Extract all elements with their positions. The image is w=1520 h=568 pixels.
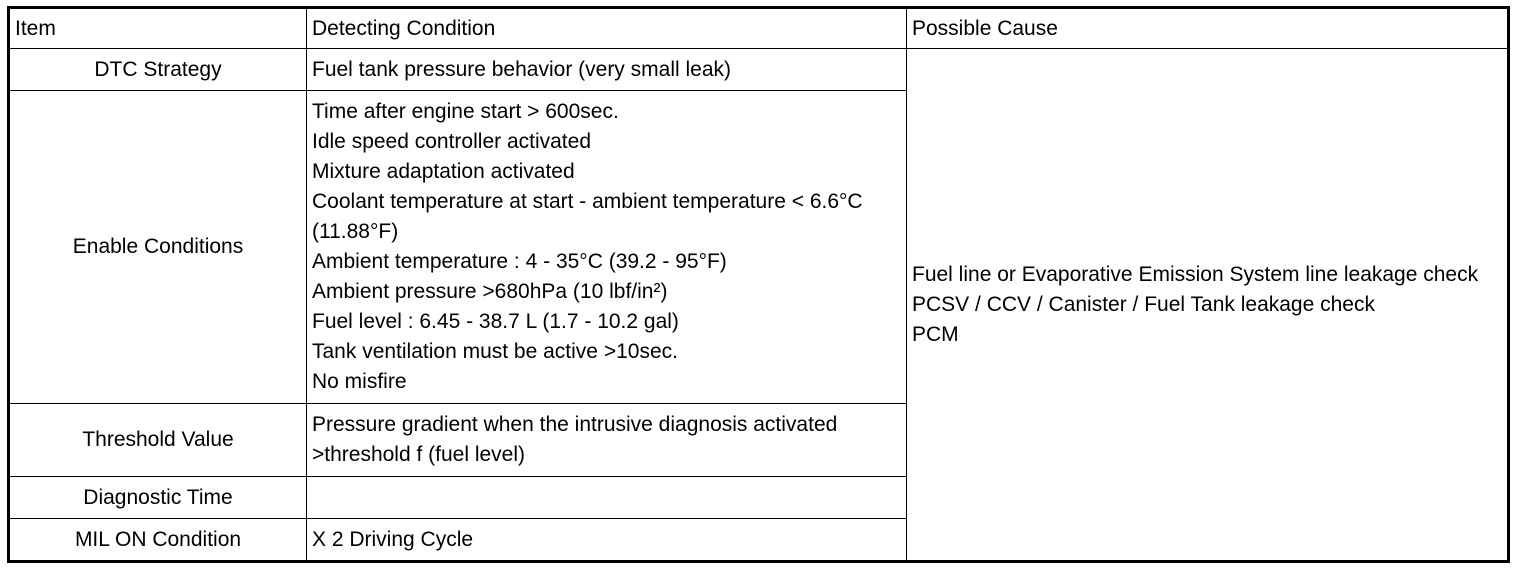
item-enable-conditions: Enable Conditions xyxy=(9,91,307,404)
condition-line: No misfire xyxy=(312,370,407,393)
condition-line: Time after engine start > 600sec. xyxy=(312,100,619,123)
condition-line: Ambient pressure >680hPa (10 lbf/in²) xyxy=(312,280,668,303)
header-possible-cause: Possible Cause xyxy=(907,8,1509,49)
header-item: Item xyxy=(9,8,307,49)
cause-line: Fuel line or Evaporative Emission System line leakage check xyxy=(912,262,1479,286)
condition-line: Mixture adaptation activated xyxy=(312,160,575,183)
item-mil-on-condition: MIL ON Condition xyxy=(9,519,307,562)
condition-mil-on-condition xyxy=(307,519,907,562)
condition-diagnostic-time xyxy=(307,477,907,519)
item-threshold-value: Threshold Value xyxy=(9,404,307,477)
dtc-spec-table xyxy=(7,6,1510,563)
condition-enable-conditions xyxy=(307,91,907,404)
item-dtc-strategy: DTC Strategy xyxy=(9,49,307,91)
condition-threshold-value xyxy=(307,404,907,477)
table-row-dtc-strategy xyxy=(9,49,1509,91)
condition-dtc-strategy xyxy=(307,49,907,91)
condition-line: Idle speed controller activated xyxy=(312,130,591,153)
condition-line: Ambient temperature : 4 - 35°C (39.2 - 95°F) xyxy=(312,250,727,273)
header-row xyxy=(9,8,1509,49)
possible-cause-cell xyxy=(907,49,1509,562)
item-diagnostic-time: Diagnostic Time xyxy=(9,477,307,519)
condition-line: X 2 Driving Cycle xyxy=(312,527,474,551)
cause-line: PCM xyxy=(912,322,959,346)
condition-line: Tank ventilation must be active >10sec. xyxy=(312,340,678,363)
condition-line: Fuel tank pressure behavior (very small leak) xyxy=(312,57,731,81)
cause-line: PCSV / CCV / Canister / Fuel Tank leakage check xyxy=(912,292,1375,316)
condition-line: Pressure gradient when the intrusive diagnosis activated >threshold f (fuel level) xyxy=(312,413,838,466)
header-detecting-condition: Detecting Condition xyxy=(307,8,907,49)
condition-line: Coolant temperature at start - ambient temperature < 6.6°C (11.88°F) xyxy=(312,190,863,243)
condition-line: Fuel level : 6.45 - 38.7 L (1.7 - 10.2 gal) xyxy=(312,310,679,333)
